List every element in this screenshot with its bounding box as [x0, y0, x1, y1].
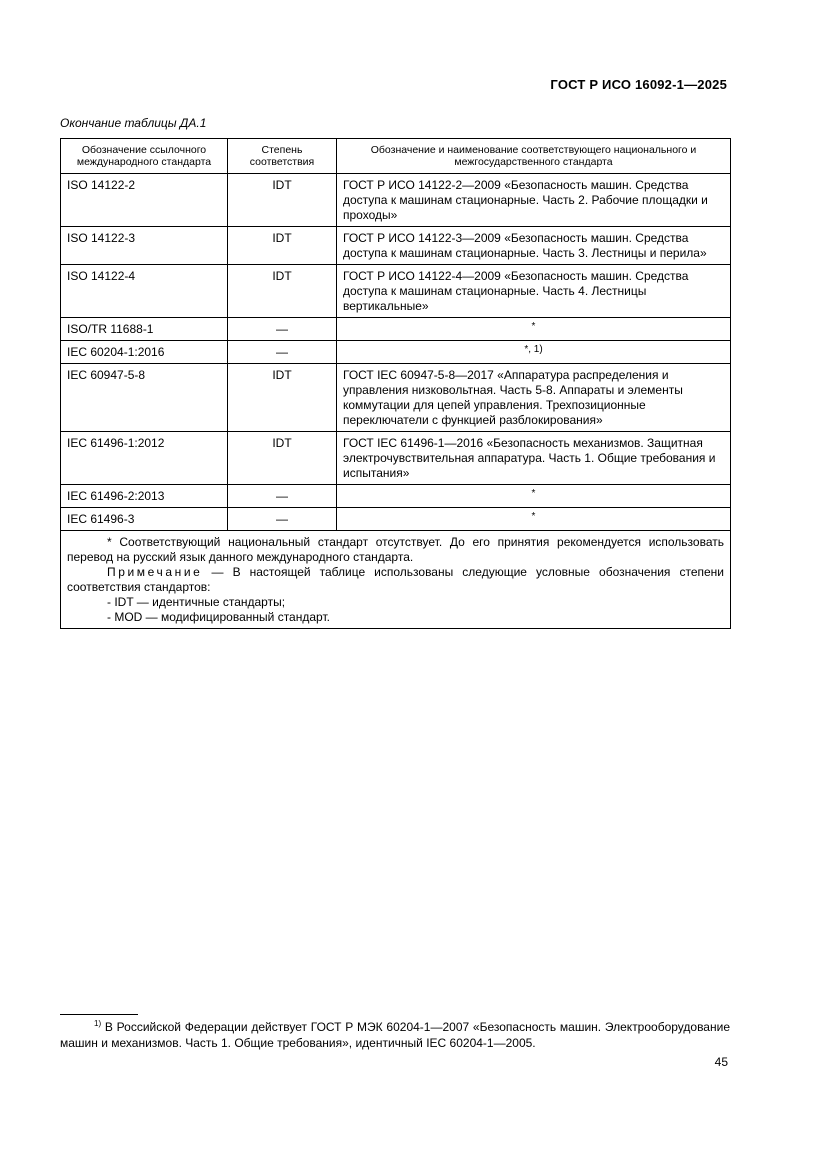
table-row [61, 432, 731, 485]
degree-cell: — [228, 508, 337, 531]
ref-cell: ISO 14122-4 [61, 265, 228, 318]
degree-cell: IDT [228, 432, 337, 485]
ref-cell: ISO 14122-2 [61, 174, 228, 227]
table-row [61, 508, 731, 531]
degree-cell: — [228, 341, 337, 364]
table-note [61, 531, 731, 629]
degree-cell: IDT [228, 227, 337, 265]
footnote-body [60, 1019, 730, 1051]
national-cell: ГОСТ Р ИСО 14122-4—2009 «Безопасность машин. Средства доступа к машинам стационарные. Часть 4. Лестницы вертикальные» [337, 265, 731, 318]
degree-cell: IDT [228, 265, 337, 318]
ref-cell: IEC 61496-3 [61, 508, 228, 531]
degree-cell: IDT [228, 174, 337, 227]
table-row [61, 318, 731, 341]
ref-cell: ISO 14122-3 [61, 227, 228, 265]
national-cell: ГОСТ IEC 61496-1—2016 «Безопасность механизмов. Защитная электрочувствительная аппаратура. Часть 1. Общие требования и испытания» [337, 432, 731, 485]
note-list-item: - IDT — идентичные стандарты; [107, 595, 286, 609]
footnote [60, 1019, 730, 1051]
header-ref-standard: Обозначение ссылочного международного стандарта [61, 139, 228, 174]
footnote-text: В Российской Федерации действует ГОСТ Р МЭК 60204-1—2007 «Безопасность машин. Электрооборудование машин и механизмов. Часть 1. Общие требования», идентичный IEC 60204-1—2005. [60, 1020, 730, 1050]
header-degree: Степень соответствия [228, 139, 337, 174]
standards-table [60, 138, 731, 629]
note-text: — В настоящей таблице использованы следующие условные обозначения степени соответствия стандартов: [67, 565, 724, 594]
footnote-marker: 1) [94, 1019, 102, 1028]
national-cell: * [337, 508, 731, 531]
national-cell: ГОСТ IEC 60947-5-8—2017 «Аппаратура распределения и управления низковольтная. Часть 5-8. Аппараты и элементы коммутации для цепей управления. Трехпозиционные переключатели с функцией разблокирования» [337, 364, 731, 432]
ref-cell: IEC 61496-2:2013 [61, 485, 228, 508]
table-caption: Окончание таблицы ДА.1 [60, 116, 207, 130]
table-row [61, 341, 731, 364]
header-national-standard: Обозначение и наименование соответствующего национального и межгосударственного стандарта [337, 139, 731, 174]
note-label: Примечание [107, 565, 203, 579]
national-cell: ГОСТ Р ИСО 14122-2—2009 «Безопасность машин. Средства доступа к машинам стационарные. Часть 2. Рабочие площадки и проходы» [337, 174, 731, 227]
table-note-row [61, 531, 731, 629]
table-row [61, 227, 731, 265]
note-list-item: - MOD — модифицированный стандарт. [107, 610, 330, 624]
table-header-row [61, 139, 731, 174]
page-number: 45 [714, 1055, 728, 1069]
asterisk-note: * Соответствующий национальный стандарт отсутствует. До его принятия рекомендуется использовать перевод на русский язык данного международного стандарта. [67, 535, 724, 564]
national-cell: * [337, 318, 731, 341]
ref-cell: ISO/TR 11688-1 [61, 318, 228, 341]
note-paragraph [67, 565, 724, 595]
footnote-separator [60, 1014, 138, 1015]
ref-cell: IEC 60947-5-8 [61, 364, 228, 432]
ref-cell: IEC 61496-1:2012 [61, 432, 228, 485]
national-cell: * [337, 485, 731, 508]
table-row [61, 485, 731, 508]
degree-cell: IDT [228, 364, 337, 432]
national-cell: *, 1) [337, 341, 731, 364]
national-cell: ГОСТ Р ИСО 14122-3—2009 «Безопасность машин. Средства доступа к машинам стационарные. Часть 3. Лестницы и перила» [337, 227, 731, 265]
table-row [61, 364, 731, 432]
ref-cell: IEC 60204-1:2016 [61, 341, 228, 364]
degree-cell: — [228, 485, 337, 508]
degree-cell: — [228, 318, 337, 341]
table-row [61, 265, 731, 318]
document-title: ГОСТ Р ИСО 16092-1—2025 [550, 77, 727, 92]
table-row [61, 174, 731, 227]
